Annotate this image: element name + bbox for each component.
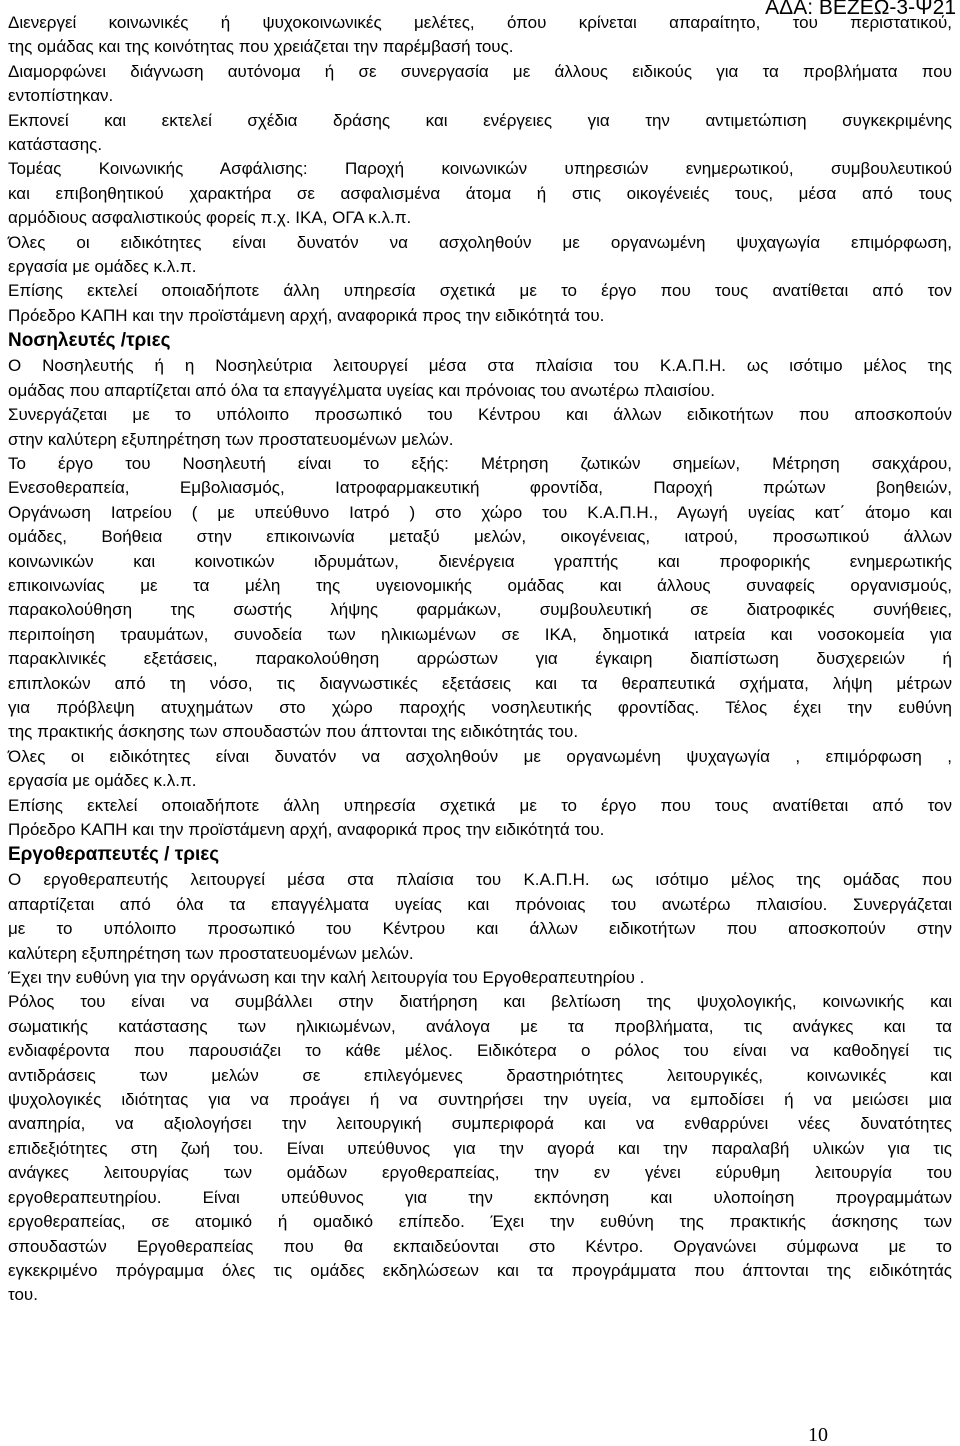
text-line: Ο Νοσηλευτής ή η Νοσηλεύτρια λειτουργεί μέσα στα πλαίσια του Κ.Α.Π.Η. ως ισότιμο μέλος της <box>8 356 952 376</box>
text-line: του. <box>8 1285 38 1305</box>
text-line: Τομέας Κοινωνικής Ασφάλισης: Παροχή κοινωνικών υπηρεσιών ενημερωτικού, συμβουλευτικού <box>8 159 952 179</box>
text-line: σωματικής κατάστασης των ηλικιωμένων, ανάλογα με τα προβλήματα, τις ανάγκες και τα <box>8 1016 952 1036</box>
text-line: ψυχολογικές ιδιότητας για να προάγει ή να συντηρήσει την υγεία, να εμποδίσει ή να μειώσει μια <box>8 1090 952 1110</box>
text-line: Πρόεδρο ΚΑΠΗ και την προϊστάμενη αρχή, αναφορικά προς την ειδικότητά του. <box>8 820 605 839</box>
text-line: παρακλινικές εξετάσεις, παρακολούθηση αρρώστων για έγκαιρη διαπίστωση δυσχερειών ή <box>8 649 952 669</box>
text-line: Έχει την ευθύνη για την οργάνωση και την καλή λειτουργία του Εργοθεραπευτηρίου . <box>8 968 645 988</box>
section-heading: Νοσηλευτές /τριες <box>8 330 171 352</box>
text-line: παρακολούθηση της σωστής λήψης φαρμάκων, συμβουλευτική σε διατροφικές συνήθειες, <box>8 600 952 620</box>
text-line: εργασία με ομάδες κ.λ.π. <box>8 257 197 277</box>
section-heading: Εργοθεραπευτές / τριες <box>8 844 220 866</box>
text-line: Το έργο του Νοσηλευτή είναι το εξής: Μέτρηση ζωτικών σημείων, Μέτρηση σακχάρου, <box>8 453 952 473</box>
text-line: αρμόδιους ασφαλιστικούς φορείς π.χ. ΙΚΑ, ΟΓΑ κ.λ.π. <box>8 208 412 228</box>
text-line: αναπηρία, να αξιολογήσει την λειτουργική συμπεριφορά και να ενθαρρύνει νέες δυνατότητες <box>8 1114 952 1134</box>
text-line: Ο εργοθεραπευτής λειτουργεί μέσα στα πλαίσια του Κ.Α.Π.Η. ως ισότιμο μέλος της ομάδας που <box>8 870 952 890</box>
text-line: επικοινωνίας με τα μέλη της υγειονομικής ομάδας και άλλους συναφείς οργανισμούς, <box>8 575 952 595</box>
text-line: εντοπίστηκαν. <box>8 86 114 106</box>
text-line: της πρακτικής άσκησης των σπουδαστών που άπτονται της ειδικότητάς του. <box>8 722 579 742</box>
text-line: περιποίηση τραυμάτων, συνοδεία των ηλικιωμένων σε ΙΚΑ, δημοτικά ιατρεία και νοσοκομεία για <box>8 624 952 644</box>
text-line: Διαμορφώνει διάγνωση αυτόνομα ή σε συνεργασία με άλλους ειδικούς για τα προβλήματα που <box>8 61 952 81</box>
text-line: Εκπονεί και εκτελεί σχέδια δράσης και ενέργειες για την αντιμετώπιση συγκεκριμένης <box>8 110 952 130</box>
text-line: Όλες οι ειδικότητες είναι δυνατόν να ασχοληθούν με οργανωμένη ψυχαγωγία επιμόρφωση, <box>8 232 952 252</box>
page-number: 10 <box>808 1424 828 1446</box>
text-line: εργοθεραπευτηρίου. Είναι υπεύθυνος για την εκπόνηση και υλοποίηση προγραμμάτων <box>8 1187 952 1207</box>
text-line: κατάστασης. <box>8 135 103 155</box>
text-line: επιπλοκών από τη νόσο, τις διαγνωστικές εξετάσεις και τα θεραπευτικά σχήματα, λήψη μέτρων <box>8 673 952 693</box>
text-line: Πρόεδρο ΚΑΠΗ και την προϊστάμενη αρχή, αναφορικά προς την ειδικότητά του. <box>8 305 605 325</box>
text-line: Οργάνωση Ιατρείου ( με υπεύθυνο Ιατρό ) στο χώρο του Κ.Α.Π.Η., Αγωγή υγείας κατ΄ άτομο και <box>8 502 952 522</box>
text-line: Ενεσοθεραπεία, Εμβολιασμός, Ιατροφαρμακευτική φροντίδα, Παροχή πρώτων βοηθειών, <box>8 478 952 498</box>
text-line: απαρτίζεται από όλα τα επαγγέλματα υγείας και πρόνοιας του ανωτέρω πλαισίου. Συνεργάζεται <box>8 894 952 914</box>
text-line: Συνεργάζεται με το υπόλοιπο προσωπικό του Κέντρου και άλλων ειδικοτήτων που αποσκοπούν <box>8 405 952 425</box>
text-line: εργασία με ομάδες κ.λ.π. <box>8 771 197 791</box>
text-line: εγκεκριμένο πρόγραμμα όλες τις ομάδες εκδηλώσεων και τα προγράμματα που άπτονται της ειδικότητάς <box>8 1260 952 1280</box>
text-line: της ομάδας και της κοινότητας που χρειάζεται την παρέμβασή τους. <box>8 37 514 57</box>
text-line: Διενεργεί κοινωνικές ή ψυχοκοινωνικές μελέτες, όπου κρίνεται απαραίτητο, του περιστατικού, <box>8 13 952 32</box>
text-line: Όλες οι ειδικότητες είναι δυνατόν να ασχοληθούν με οργανωμένη ψυχαγωγία , επιμόρφωση , <box>8 746 952 766</box>
text-line: και επιβοηθητικού χαρακτήρα σε ασφαλισμένα άτομα ή στις οικογένειές τους, μέσα από τους <box>8 183 952 203</box>
text-line: με το υπόλοιπο προσωπικό του Κέντρου και άλλων ειδικοτήτων που αποσκοπούν στην <box>8 919 952 939</box>
text-line: ανάγκες λειτουργίας των ομάδων εργοθεραπείας, την εν γένει εύρυθμη λειτουργία του <box>8 1163 952 1183</box>
text-line: Επίσης εκτελεί οποιαδήποτε άλλη υπηρεσία σχετικά με το έργο που τους ανατίθεται από τον <box>8 795 952 815</box>
text-line: καλύτερη εξυπηρέτηση των προστατευομένων μελών. <box>8 943 414 963</box>
text-line: για πρόβλεψη ατυχημάτων στο χώρο παροχής νοσηλευτικής φροντίδας. Τέλος έχει την ευθύνη <box>8 697 952 717</box>
text-line: εργοθεραπείας, σε ατομικό ή ομαδικό επίπεδο. Έχει την ευθύνη της πρακτικής άσκησης των <box>8 1212 952 1232</box>
text-line: επιδεξιότητες στη ζωή του. Είναι υπεύθυνος για την αγορά και την παραλαβή υλικών για τις <box>8 1138 952 1158</box>
text-line: Ρόλος του είναι να συμβάλλει στην διατήρηση και βελτίωση της ψυχολογικής, κοινωνικής και <box>8 992 952 1012</box>
text-line: ομάδες, Βοήθεια στην επικοινωνία μεταξύ μελών, οικογένειας, ιατρού, προσωπικού άλλων <box>8 527 952 547</box>
text-line: ομάδας που απαρτίζεται από όλα τα επαγγέλματα υγείας και πρόνοιας του ανωτέρω πλαισίου. <box>8 380 715 400</box>
text-line: σπουδαστών Εργοθεραπείας που θα εκπαιδεύονται στο Κέντρο. Οργανώνει σύμφωνα με το <box>8 1236 952 1256</box>
document-body <box>8 11 952 1308</box>
text-line: Επίσης εκτελεί οποιαδήποτε άλλη υπηρεσία σχετικά με το έργο που τους ανατίθεται από τον <box>8 281 952 301</box>
text-line: αντιδράσεις των μελών σε επιλεγόμενες δραστηριότητες λειτουργικές, κοινωνικές και <box>8 1065 952 1085</box>
text-line: ενδιαφέροντα που παρουσιάζει το κάθε μέλος. Ειδικότερα ο ρόλος του είναι να καθοδηγεί τις <box>8 1041 952 1061</box>
ada-code: ΑΔΑ: ΒΕΖΕΩ-3-Ψ21 <box>765 0 956 19</box>
text-line: κοινωνικών και κοινοτικών ιδρυμάτων, διενέργεια γραπτής και προφορικής ενημερωτικής <box>8 551 952 571</box>
text-line: στην καλύτερη εξυπηρέτηση των προστατευομένων μελών. <box>8 429 454 449</box>
